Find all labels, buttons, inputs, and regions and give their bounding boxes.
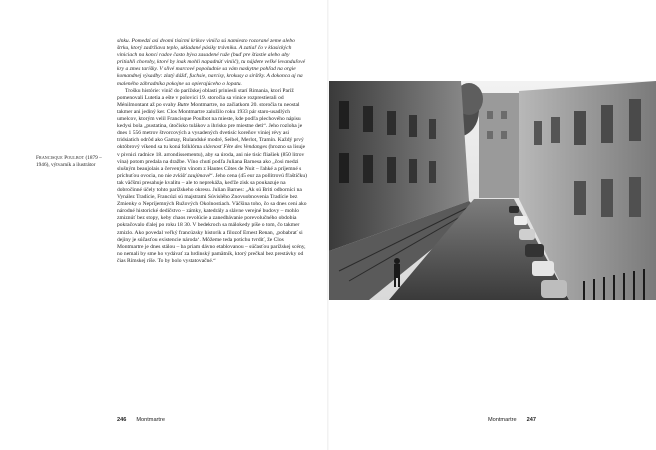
- margin-caption: [36, 155, 114, 169]
- paragraph-2-zaujimave: zvlášť zaujímavé: [173, 172, 211, 179]
- folio-right: [488, 417, 536, 423]
- paragraph-2-part-b: Montmartre, no začiatkom 20. storočia tu neostal takmer ani jediný ker. Clos Montmartre založilo roku 1933 pár staro-usadlých umelcov, ktorým velil Francisque Poulbot na mieste, kde podľa plechového nápisu kedysi bola „pustatina, útočisko tulákov a ihrisko pre miestne deti“. Jeho rozloha je dnes 1 556 metrov štvorcových a vysadených dvetisíc koreňov viniej révy asi tridsiatich odrôd ako Gamay, Rulandské modré, Seibel, Merlot, Tramín. Každý prvý októbrový víkend sa tu koná folklórna: [117, 101, 304, 151]
- photo-distant-building: [479, 93, 519, 198]
- paragraph-1-text: slnku. Pomedzi asi dvomi tisícmi krikov viniča sú namiesto rozorané zeme alebo štrku, ktorý zadržiava teplo, ukladané pásiky trávnika. A zatiaľ čo v klasických viniciach na konci radov často býva zasadené ruže (buď pre šťastie alebo aby pritiahli choroby, ktoré by inak mohli napadnúť viniič), tu nájdete veľké levanduľové kry a zmes tarišky. V slivé marcové popoludnie sa vám naskytne pohľad na orgie komandnej výsadby: zlatý dážď, fuchsie, narcisy, krokusy a siršťky. A dokonca aj na maleného záhradníka pokojne sa opierajúceho o lopatu.: [117, 38, 306, 87]
- paragraph-2-part-a: Trošku histórie: vinič do parížskej oblasti priniesli starí Rimania, ktorí Paríž pomenovali Lutetia a ešte v polovici 19. storočia sa vinice rozprestierali od Ménilmontant až po svahy: [117, 87, 294, 108]
- paragraph-2-butte: Butte: [177, 101, 190, 108]
- page-number-left: 246: [117, 417, 127, 423]
- paragraph-2-part-c: (hrozno sa lisuje v pivnici radnice 18. arrondissementu), aby sa úroda, ani nie tisíc fliašiek (850 litrov vína) potom predala na dražbe. Víno chutí podľa Juliana Barnesa ako „čosi medzi slušným beaujolais a červeným vínom z Hautes Côtes de Nuit – ľahké a príjemné s príchuťou ovocia, no nie: [117, 144, 306, 179]
- caption-name: Francisque Poulbot: [36, 155, 85, 161]
- main-body-text: [117, 38, 307, 386]
- running-title-left: Montmartre: [136, 417, 165, 423]
- page-number-right: 247: [526, 417, 536, 423]
- paragraph-2: [117, 88, 307, 265]
- street-photo: [329, 81, 656, 300]
- folio-left: [117, 417, 165, 423]
- caption-detail: (1879 – 1946), výtvarník a ilustrátor: [36, 155, 102, 168]
- paragraph-2-part-d: “. Jeho cena (45 eur za pollitrovú fľaštičku) tak väčšmi presahuje kvalitu – ale to neprekáža, keďže zisk sa poukazuje na dobročinné účely tohto parížskeho okresu. Julian Barnes: „Ak sú Briti odborníci na Vynález Tradície, Francúzi sú majstrami Súvislého Znovuobnovenia Tradície bez Zmienky o Nepríjemných Ružových Okolnostiach. Väčšina toho, čo sa dnes ceni ako národné historické dedičstvo – zámky, katedrály a slávne verejné budovy – mohlo zmiznúť bez stopy, keby chaos revolúcie a zanedbávanie porevolučného obdobia pokračovalo ďalej po roku 18 30. V bedekroch sa málokedy píše o tom, čo takmer zmizlo. Ako povedal veľký francúzsky historik a filozof Ernest Renan, ‚pobabrať si dejiny je súčasťou existencie národa‘. Môžeme teda potichu tvrdiť, že Clos Montmartre je dnes stálou – ba priam dávno etablovanou – súčasťou parížskej scény, no nemali by sme ho vydávať za hrdinský pamätník, ktorý prečkal bez prestávky od čias Rímskej ríše. To by bolo vystatovačné.“: [117, 172, 307, 264]
- running-title-right: Montmartre: [488, 417, 517, 423]
- paragraph-2-fete: slávnosť Fête des Vendanges: [203, 144, 268, 151]
- paragraph-1: [117, 38, 307, 88]
